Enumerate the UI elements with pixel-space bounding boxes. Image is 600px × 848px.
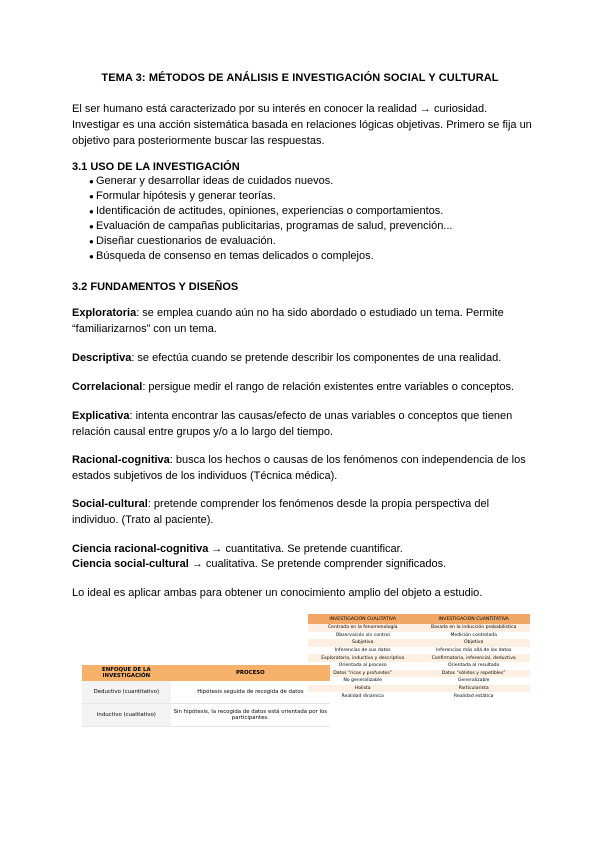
- definition-text: : persigue medir el rango de relación existentes entre variables o conceptos.: [142, 381, 515, 393]
- table-cell: Orientada al resultado: [417, 662, 530, 670]
- definition-term: Racional-cognitiva: [72, 454, 170, 466]
- definition-social-cultural: [72, 496, 532, 528]
- definition-text: : se emplea cuando aún no ha sido abordado o estudiado un tema. Permite “familiarizarnos” con un tema.: [72, 307, 504, 335]
- definition-correlacional: [72, 379, 532, 395]
- table-cell: Centrada en la fenomenología: [308, 624, 417, 632]
- table-header: PROCESO: [171, 665, 330, 681]
- definition-text: → cuantitativa. Se pretende cuantificar.: [208, 543, 403, 555]
- table-cell: Subjetiva: [308, 639, 417, 647]
- table-cell: Inferencias de sus datos: [308, 647, 417, 655]
- table-row: [308, 654, 530, 662]
- table-cell: Hipótesis seguida de recogida de datos: [171, 681, 330, 704]
- table-cell: Particularista: [417, 685, 530, 693]
- table-cell: Sin hipótesis, la recogida de datos está orientada por los participantes.: [171, 704, 330, 727]
- list-item: ● Diseñar cuestionarios de evaluación.: [72, 234, 452, 249]
- table-header: ENFOQUE DE LA INVESTIGACIÓN: [82, 665, 171, 681]
- uses-list: [72, 174, 452, 264]
- table-cell: Inductivo (cualitativo): [82, 704, 171, 727]
- definition-term: Social-cultural: [72, 498, 148, 510]
- research-approach-table: [82, 665, 330, 727]
- table-cell: Generalizable: [417, 677, 530, 685]
- table-row: [308, 685, 530, 693]
- table-cell: Medición controlada: [417, 632, 530, 640]
- closing-paragraph: Lo ideal es aplicar ambas para obtener un conocimiento amplio del objeto a estudio.: [72, 587, 483, 599]
- table-cell: Orientada al proceso: [308, 662, 417, 670]
- table-cell: Basada en la inducción probabilística: [417, 624, 530, 632]
- table-row: [82, 704, 330, 727]
- table-cell: Exploratoria, inductiva y descriptiva: [308, 654, 417, 662]
- table-row: [308, 647, 530, 655]
- list-item: ● Generar y desarrollar ideas de cuidados nuevos.: [72, 174, 452, 189]
- list-item: ● Evaluación de campañas publicitarias, programas de salud, prevención...: [72, 219, 452, 234]
- definition-term: Exploratoria: [72, 307, 137, 319]
- ciencia-social-line: [72, 556, 532, 572]
- table-cell: Deductivo (cuantitativo): [82, 681, 171, 704]
- table-cell: Holista: [308, 685, 417, 693]
- table-cell: Realidad dinámica: [308, 692, 417, 700]
- definition-term: Correlacional: [72, 381, 143, 393]
- qualitative-vs-quantitative-table: [308, 614, 530, 700]
- table-row: [308, 624, 530, 632]
- list-item: ● Búsqueda de consenso en temas delicados o complejos.: [72, 249, 452, 264]
- table-row: [308, 632, 530, 640]
- definition-term: Ciencia social-cultural: [72, 558, 189, 570]
- table-row: [308, 677, 530, 685]
- definition-descriptiva: [72, 350, 532, 366]
- table-cell: Realidad estática: [417, 692, 530, 700]
- list-item: ● Formular hipótesis y generar teorías.: [72, 189, 452, 204]
- definition-text: : pretende comprender los fenómenos desde la propia perspectiva del individuo. (Trato al paciente).: [72, 498, 490, 526]
- definition-text: : intenta encontrar las causas/efecto de unas variables o conceptos que tienen relación causal entre grupos y/o a lo largo del tiempo.: [72, 410, 513, 438]
- definition-explicativa: [72, 408, 532, 440]
- intro-paragraph: El ser humano está caracterizado por su interés en conocer la realidad → curiosidad. Investigar es una acción sistemática basada en relaciones lógicas objetivas. Primero se fija un objetivo para posteriormente buscar las respuestas.: [72, 103, 532, 147]
- definition-term: Descriptiva: [72, 352, 132, 364]
- page-title: TEMA 3: MÉTODOS DE ANÁLISIS E INVESTIGACIÓN SOCIAL Y CULTURAL: [101, 72, 499, 84]
- table-row: [308, 670, 530, 678]
- definition-term: Explicativa: [72, 410, 130, 422]
- table-cell: Objetiva: [417, 639, 530, 647]
- section-3-1-heading: 3.1 USO DE LA INVESTIGACIÓN: [72, 161, 240, 173]
- table-row: [308, 639, 530, 647]
- table-cell: Confirmatoria, inferencial, deductiva: [417, 654, 530, 662]
- table-cell: Inferencias más allá de los datos: [417, 647, 530, 655]
- definition-exploratoria: [72, 305, 532, 337]
- list-item: ● Identificación de actitudes, opiniones, experiencias o comportamientos.: [72, 204, 452, 219]
- definition-text: : se efectúa cuando se pretende describir los componentes de una realidad.: [131, 352, 502, 364]
- ciencia-racional-line: [72, 541, 532, 557]
- table-header: INVESTIGACIÓN CUANTITATIVA: [417, 614, 530, 624]
- definition-term: Ciencia racional-cognitiva: [72, 543, 209, 555]
- table-row: [308, 692, 530, 700]
- table-cell: Observación sin control: [308, 632, 417, 640]
- definition-text: → cualitativa. Se pretende comprender significados.: [188, 558, 447, 570]
- definition-racional-cognitiva: [72, 452, 532, 484]
- table-cell: No generalizable: [308, 677, 417, 685]
- table-header: INVESTIGACIÓN CUALITATIVA: [308, 614, 417, 624]
- table-row: [308, 662, 530, 670]
- section-3-2-heading: 3.2 FUNDAMENTOS Y DISEÑOS: [72, 281, 239, 293]
- table-row: [82, 681, 330, 704]
- table-cell: Datos “ricos y profundos”: [308, 670, 417, 678]
- definition-text: : busca los hechos o causas de los fenómenos con independencia de los estados subjetivos de los individuos (Técnica médica).: [72, 454, 526, 482]
- table-cell: Datos “sólidos y repetibles”: [417, 670, 530, 678]
